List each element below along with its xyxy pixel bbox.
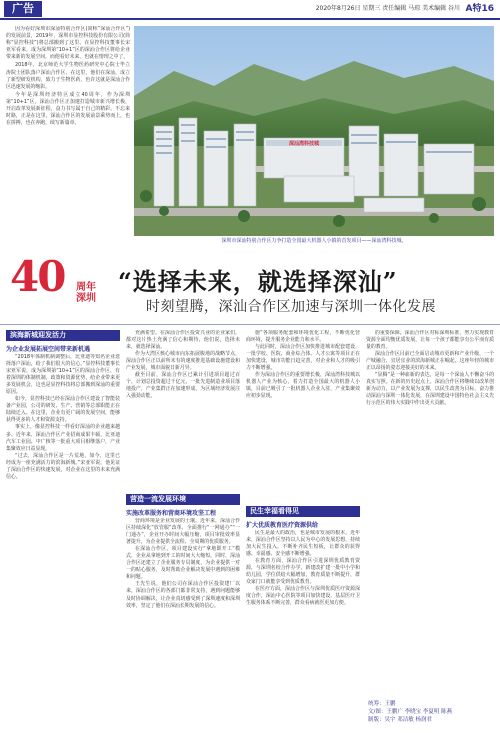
intro-column [6, 26, 130, 234]
header-rule [0, 18, 500, 20]
section-tag: 广告 [4, 1, 42, 17]
subheadline: 时刻望腾，深汕合作区加速与深圳一体化发展 [146, 299, 436, 315]
anniversary-number: 40 [10, 252, 65, 301]
byline [368, 700, 452, 724]
intro-paragraph: 2018年，北京师范大学生物医药研究中心院士毕立涛院士团队落户深汕合作区，在这里，他们在深汕，成立了新型研发机构，致力于生物医药，也许这就是深汕合作区迅速发展的缩影。 [6, 62, 130, 90]
article-paragraph: 在教育方面，深汕合作区引进深圳优质教育资源，与深圳名校合作办学，新建改扩建一批中小学和幼儿园，学位供给大幅增加，教育质量不断提升，群众家门口就能享受到优质教育。 [246, 558, 360, 586]
article-paragraph: 充满希望。在深汕合作区投资兴业的企业家们，都对这片热土充满了信心和期待，他们说，选择未来，就选择深汕。 [126, 330, 240, 351]
article-column-1 [6, 354, 120, 744]
article-paragraph: 深汕合作区目前已全面启动城市更新和产业升级，一个产城融合、宜居宜业的滨海新城正在崛起，这座年轻的城市正以昂扬的姿态迎接美好的未来。 [366, 351, 494, 372]
article-column-3b [246, 530, 360, 744]
article-column-3 [246, 330, 360, 502]
section-title-bar [126, 494, 240, 505]
section-subtitle: 扩大优质教育医疗资源供给 [246, 522, 319, 529]
photo-caption: 深圳市深汕特别合作区力争打造全国最大机器人小镇的首发项目——深汕湾科技城。 [221, 238, 407, 244]
article-paragraph: 营商环境是企业发展的土壤。近年来，深汕合作区持续深化“放管服”改革，全面推行“一网通办”“一门通办”，企业开办时间大幅压缩，项目审批效率显著提升，为企业提供全流程、全周期的优质服务。 [126, 518, 240, 546]
article-paragraph: 施”各项服务配套和环境优化工程，不断优化营商环境，提升服务企业能力和水平。 [246, 330, 360, 344]
intro-paragraph: 因为看好深圳市深汕特别合作区(简称“深汕合作区”)的发展前景，2019年，深圳市显控科技股份有限公司(简称“显控科技”)将总部搬到了这里。在显控科技董事长宋亚军看来，成为深圳第“10+1”区的深汕合作区将给企业带来新的发展空间，而他看好未来，也就在情理之中了。 [6, 26, 130, 61]
byline-coordinator: 统筹：王鹏 [368, 701, 396, 707]
article-paragraph: 在深汕合作区，项目建设实行“拿地即开工”模式，企业从拿地到开工的时间大大缩短。同时，深汕合作区还建立了企业服务专员制度，为企业提供一对一的贴心服务，及时帮助企业解决发展中遇到的困难和问题。 [126, 546, 240, 581]
article-paragraph: 与此同时，深汕合作区加快推进城市配套建设，一批学校、医院、商业综合体、人才公寓等项目正在加快建设，城市功能日趋完善，对企业和人才的吸引力不断增强。 [246, 344, 360, 372]
page-header [0, 0, 500, 19]
article-paragraph: 在医疗方面，深汕合作区与深圳优质医疗资源深度合作，深汕中心医院等项目加快建设，基层医疗卫生服务体系不断完善，群众看病就医更加方便。 [246, 586, 360, 607]
section-subtitle: 实施改革服务和营商环境攻坚工程 [126, 510, 217, 517]
section-subtitle: 为企业发展拓展空间带来新机遇 [6, 346, 91, 353]
anniversary-label: 周年深圳 [76, 282, 96, 304]
aerial-city-illustration [134, 26, 494, 236]
headline: “选择未来，就选择深汕” [118, 267, 398, 296]
section-title: 民生幸福看得见 [250, 507, 299, 515]
article-paragraph: “显腾”是一种崭新的表达，是每一个深汕人不懈奋斗的真实写照。在新的历史起点上，深汕合作区将继续以改革创新为动力，以产业发展为支撑，以民生改善为目标，奋力推动深汕与深圳一体化发展，在深圳建设中国特色社会主义先行示范区的伟大实践中作出更大贡献。 [366, 372, 494, 407]
article-paragraph: “2018年体制机制调整后，比亚迪等知名企业选择落户深汕，给了我们很大的信心。”显控科技董事长宋亚军说，成为深圳第“10+1”区的深汕合作区，有着深圳的体制机制、政策和资源优势，给企业带来更多发展机会，这也是显控科技将总部搬到深汕的重要原因。 [6, 354, 120, 396]
article-paragraph: 民生是最大的政治，也是城市发展的根本。近年来，深汕合作区坚持以人民为中心的发展思想，持续加大民生投入，不断补齐民生短板，让群众的获得感、幸福感、安全感不断增强。 [246, 530, 360, 558]
article-column-2b [126, 518, 240, 744]
article-paragraph: 如今，显控科技已经在深汕合作区建设了智能装备产业园，公司的研发、生产、营销等总部职能正在陆续迁入。在这里，企业有更广阔的发展空间，能够获得更多的人才和资源支持。 [6, 396, 120, 424]
divider [0, 324, 500, 325]
section-title: 营造一流发展环境 [130, 495, 186, 503]
section-title-bar [6, 330, 120, 341]
section-title: 滨海新城迎发活力 [10, 331, 66, 339]
article-paragraph: “过去，深汕合作区是一片荒地，如今，这里已经成为一座充满活力的滨海新城。”宋亚军说，他见证了深汕合作区的快速发展，对企业在这里的未来充满信心。 [6, 452, 120, 480]
article-column-4 [366, 330, 494, 694]
article-paragraph: 的重要保障。深汕合作区对标深圳标准，努力实现教育资源全面均衡优质发展，让每一个孩子都能享有公平而有质量的教育。 [366, 330, 494, 351]
issue-date: 2020年8月26日 星期三 责任编辑 马琼 美术编辑 谷川 [315, 5, 460, 12]
section-title-bar [246, 506, 360, 517]
byline-producers: 制版：吴宇 邓洁敏 杨润君 [368, 717, 432, 723]
article-paragraph: 截至目前，深汕合作区已累计引进项目超过百个，计划总投资超过千亿元，一批先进制造业项目落地投产，产业集群正在加速形成，为区域经济发展注入强劲动能。 [126, 372, 240, 400]
intro-paragraph: 今年是深圳经济特区成立40周年，作为深圳第“10+1”区，深汕合作区正加速打造城市新兴增长极，开启改革发展新征程，奋力书写属于自己的精彩。不忘来时路，正是在这里，深汕合作区的发展前景乘势而上，也在拼搏，也在奔跑，续写新篇章。 [6, 91, 130, 127]
article-paragraph: 事实上，像显控科技一样看好深汕的企业越来越多。近年来，深汕合作区产业招商成果丰硕，比亚迪汽车工业园、中广核等一批重大项目相继落户，产业集聚效应日益显现。 [6, 424, 120, 452]
page-number: A特16 [465, 4, 494, 14]
article-paragraph: 作为大湾区核心城市向东拓展腹地的战略节点，深汕合作区正以前所未有的速度推进基础设施建设和产业发展，城市面貌日新月异。 [126, 351, 240, 372]
lead-photo [134, 26, 494, 236]
article-paragraph: 王先生说，他们公司在深汕合作区投资建厂以来，深汕合作区的各部门都非常支持，遇到问题能够及时协调解决，让企业真切感受到了深圳速度和深圳效率，坚定了他们在深汕长期发展的信心。 [126, 581, 240, 609]
byline-writers: 文/图：王鹏广 李晓宝 李夏明 陈燕 [368, 709, 453, 715]
article-column-2 [126, 330, 240, 490]
building-sign: 深汕湾科技城 [288, 141, 320, 147]
article-paragraph: 作为深汕合作区的重要增长极，深汕湾科技城以机器人产业为核心，着力打造全国最大的机器人小镇，目前已吸引了一批机器人企业入驻，产业集聚效应初步显现。 [246, 372, 360, 400]
